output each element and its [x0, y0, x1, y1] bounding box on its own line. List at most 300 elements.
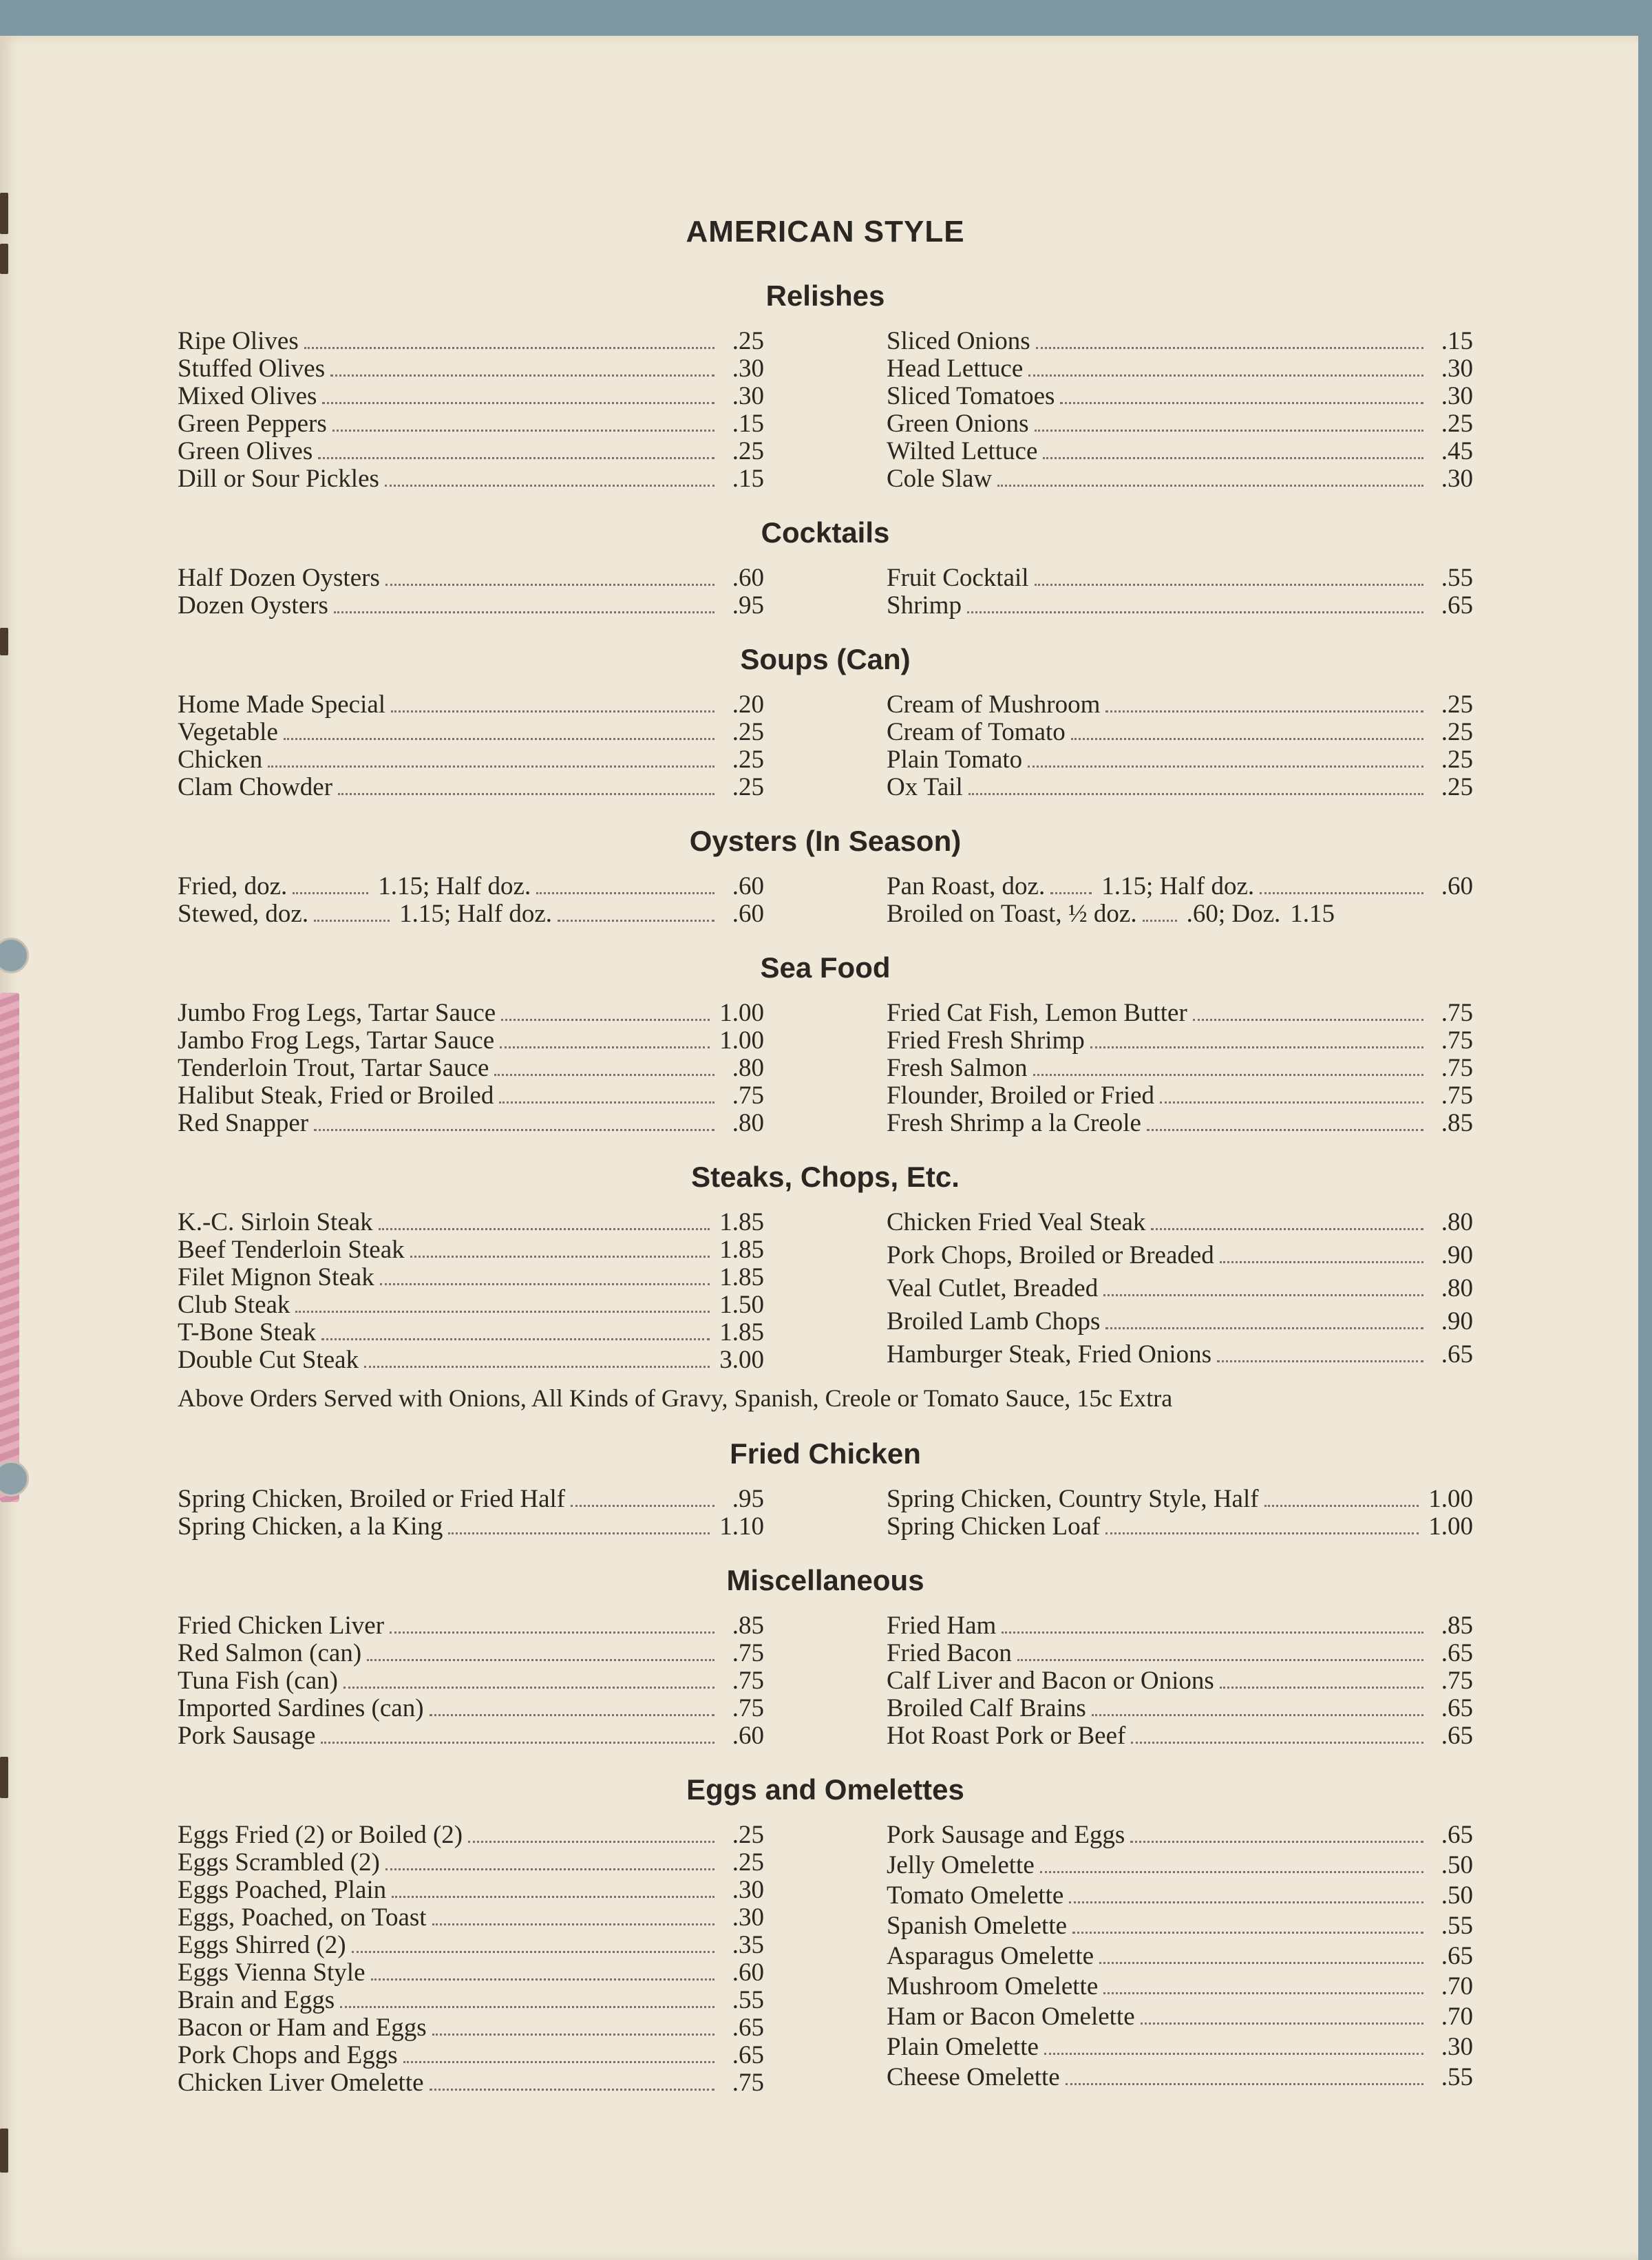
left-column — [178, 328, 764, 493]
menu-item — [887, 355, 1473, 383]
leader-dots — [284, 721, 714, 740]
menu-item — [887, 719, 1473, 746]
menu-content — [178, 172, 1473, 2120]
leader-dots — [432, 2017, 714, 2036]
item-name: Halibut Steak, Fried or Broiled — [178, 1081, 494, 1110]
leader-dots — [1105, 1311, 1423, 1329]
page-title: AMERICAN STYLE — [686, 215, 965, 249]
item-price: .80 — [732, 1109, 764, 1137]
section-cocktails — [178, 516, 1473, 620]
leader-dots — [371, 1962, 714, 1981]
item-name: Pork Sausage and Eggs — [887, 1821, 1125, 1849]
section-title: Cocktails — [761, 516, 890, 549]
item-price: 1.00 — [1428, 1512, 1473, 1541]
item-price: .85 — [732, 1612, 764, 1640]
item-name: K.-C. Sirloin Steak — [178, 1208, 373, 1236]
item-price: .95 — [732, 591, 764, 620]
item-name: Vegetable — [178, 718, 278, 746]
menu-item — [887, 1912, 1473, 1943]
menu-item — [887, 1667, 1473, 1695]
item-price: .75 — [732, 2069, 764, 2097]
menu-item — [178, 2042, 764, 2069]
item-price: .75 — [1441, 999, 1473, 1027]
right-column — [887, 564, 1473, 620]
item-price: .30 — [732, 1903, 764, 1932]
leader-dots — [391, 694, 714, 712]
item-price: .55 — [1441, 564, 1473, 592]
item-price: .25 — [1441, 746, 1473, 774]
item-name: Head Lettuce — [887, 355, 1024, 383]
leader-dots — [1103, 1278, 1423, 1296]
menu-item — [178, 1082, 764, 1110]
item-price: .55 — [1441, 2063, 1473, 2091]
right-column — [887, 1612, 1473, 1750]
item-price: .20 — [732, 690, 764, 719]
item-name: Green Onions — [887, 410, 1029, 438]
item-price: .55 — [1441, 1912, 1473, 1940]
menu-item — [178, 873, 764, 900]
menu-item — [178, 1319, 764, 1347]
leader-dots — [1044, 2036, 1423, 2055]
left-column — [178, 691, 764, 801]
item-name: Imported Sardines (can) — [178, 1694, 424, 1722]
leader-dots — [468, 1824, 714, 1843]
item-name: Mixed Olives — [178, 382, 317, 410]
leader-dots — [340, 1989, 714, 2008]
item-name: Plain Tomato — [887, 746, 1023, 774]
binding-hole — [0, 1461, 29, 1497]
menu-item — [887, 1722, 1473, 1750]
item-price: .65 — [1441, 591, 1473, 620]
item-price: .60 — [732, 1958, 764, 1987]
item-name: Asparagus Omelette — [887, 1942, 1094, 1970]
item-price: .60 — [732, 900, 764, 928]
item-price: .45 — [1441, 437, 1473, 465]
item-name: Pork Chops and Eggs — [178, 2041, 398, 2069]
item-name: Fried Ham — [887, 1612, 997, 1640]
item-name: Tenderloin Trout, Tartar Sauce — [178, 1054, 489, 1082]
binding-mark — [0, 2129, 8, 2173]
item-price: .25 — [1441, 773, 1473, 801]
leader-dots — [268, 749, 714, 768]
leader-dots — [1002, 1615, 1423, 1634]
menu-item — [178, 1959, 764, 1987]
item-name: Eggs, Poached, on Toast — [178, 1903, 427, 1932]
item-name: Filet Mignon Steak — [178, 1263, 374, 1291]
item-price: .25 — [1441, 690, 1473, 719]
section-title: Steaks, Chops, Etc. — [691, 1161, 960, 1193]
item-name: Stuffed Olives — [178, 355, 326, 383]
leader-dots — [1069, 1885, 1423, 1903]
left-column — [178, 564, 764, 620]
item-name: Jumbo Frog Legs, Tartar Sauce — [178, 999, 496, 1027]
leader-dots — [1147, 1112, 1423, 1131]
item-name: Cream of Mushroom — [887, 690, 1101, 719]
menu-item — [178, 1000, 764, 1027]
left-column — [178, 1000, 764, 1137]
item-name: Eggs Scrambled (2) — [178, 1848, 380, 1877]
menu-item — [887, 1640, 1473, 1667]
item-price: .60 — [732, 564, 764, 592]
leader-dots — [410, 1239, 710, 1258]
section-oysters — [178, 825, 1473, 928]
section-fried-chicken — [178, 1437, 1473, 1541]
leader-dots — [343, 1670, 714, 1689]
menu-item — [178, 900, 764, 928]
item-price-detail: 1.15; Half doz. — [378, 872, 531, 900]
menu-item — [887, 746, 1473, 774]
right-column — [887, 1000, 1473, 1137]
item-name: Broiled on Toast, ½ doz. — [887, 900, 1137, 928]
left-column — [178, 1821, 764, 2097]
menu-item — [887, 465, 1473, 493]
item-price-detail: 1.15; Half doz. — [399, 900, 553, 928]
menu-item — [178, 1291, 764, 1319]
section-relishes — [178, 279, 1473, 493]
item-price: .75 — [1441, 1026, 1473, 1055]
menu-item — [178, 1877, 764, 1904]
leader-dots — [1066, 2067, 1423, 2085]
leader-dots — [338, 777, 714, 795]
leader-dots — [997, 468, 1423, 487]
menu-item — [887, 1027, 1473, 1055]
item-name: Broiled Lamb Chops — [887, 1307, 1101, 1335]
binding-mark — [0, 244, 8, 274]
leader-dots — [1035, 413, 1423, 432]
item-price: .75 — [1441, 1081, 1473, 1110]
item-name: Shrimp — [887, 591, 962, 620]
menu-item — [178, 1849, 764, 1877]
item-price: .95 — [732, 1485, 764, 1513]
item-name: Clam Chowder — [178, 773, 333, 801]
item-name: Eggs Poached, Plain — [178, 1876, 387, 1904]
leader-dots — [1105, 694, 1423, 712]
menu-item — [887, 1695, 1473, 1722]
item-price: .25 — [732, 1821, 764, 1849]
item-name: Dill or Sour Pickles — [178, 465, 379, 493]
leader-dots — [314, 903, 390, 922]
item-name: Fried Cat Fish, Lemon Butter — [887, 999, 1187, 1027]
item-price: .80 — [732, 1054, 764, 1082]
item-price: .60 — [732, 1722, 764, 1750]
leader-dots — [1092, 1698, 1423, 1716]
item-price: .25 — [732, 1848, 764, 1877]
section-title: Oysters (In Season) — [689, 825, 962, 857]
item-name: Pork Sausage — [178, 1722, 316, 1750]
menu-item — [178, 774, 764, 801]
item-name: Ham or Bacon Omelette — [887, 2003, 1135, 2031]
item-price: .15 — [1441, 327, 1473, 355]
item-price: .15 — [732, 465, 764, 493]
item-price: .85 — [1441, 1109, 1473, 1137]
item-name: Chicken Liver Omelette — [178, 2069, 424, 2097]
item-price: .25 — [732, 773, 764, 801]
leader-dots — [1028, 358, 1423, 377]
leader-dots — [334, 595, 714, 613]
menu-item — [887, 1821, 1473, 1852]
menu-item — [887, 1973, 1473, 2003]
leader-dots — [367, 1643, 714, 1661]
menu-item — [887, 1852, 1473, 1882]
item-price: .25 — [732, 327, 764, 355]
menu-item — [178, 1821, 764, 1849]
item-name: Fresh Shrimp a la Creole — [887, 1109, 1141, 1137]
section-title: Fried Chicken — [730, 1437, 921, 1470]
item-name: Plain Omelette — [887, 2033, 1039, 2061]
item-name: Chicken — [178, 746, 263, 774]
item-price: .25 — [732, 746, 764, 774]
leader-dots — [494, 1057, 714, 1076]
leader-dots — [1143, 903, 1177, 922]
section-title: Sea Food — [760, 951, 891, 984]
menu-item — [887, 410, 1473, 438]
item-name: Beef Tenderloin Steak — [178, 1236, 405, 1264]
menu-item — [887, 2003, 1473, 2034]
menu-item — [178, 328, 764, 355]
leader-dots — [379, 1212, 710, 1230]
leader-dots — [536, 876, 714, 894]
item-name: Eggs Fried (2) or Boiled (2) — [178, 1821, 463, 1849]
menu-item — [178, 410, 764, 438]
leader-dots — [380, 1267, 710, 1285]
item-name: Ox Tail — [887, 773, 963, 801]
item-name: Club Steak — [178, 1291, 290, 1319]
menu-item — [887, 1612, 1473, 1640]
leader-dots — [1103, 1976, 1423, 1994]
item-name: Veal Cutlet, Breaded — [887, 1274, 1099, 1302]
leader-dots — [322, 386, 714, 404]
menu-item — [178, 1055, 764, 1082]
leader-dots — [1105, 1516, 1419, 1534]
right-column — [887, 1821, 1473, 2097]
leader-dots — [1040, 1855, 1423, 1873]
item-price: 1.00 — [719, 1026, 764, 1055]
item-price: .85 — [1441, 1612, 1473, 1640]
item-name: Flounder, Broiled or Fried — [887, 1081, 1155, 1110]
menu-item — [178, 1513, 764, 1541]
section-title: Soups (Can) — [740, 643, 911, 675]
menu-item — [887, 1882, 1473, 1912]
menu-item — [178, 2014, 764, 2042]
item-name: Sliced Tomatoes — [887, 382, 1055, 410]
item-price: .35 — [732, 1931, 764, 1959]
leader-dots — [390, 1615, 714, 1634]
item-name: Home Made Special — [178, 690, 386, 719]
leader-dots — [1035, 567, 1423, 586]
leader-dots — [1151, 1212, 1423, 1230]
item-name: Chicken Fried Veal Steak — [887, 1208, 1146, 1236]
item-price: 1.15 — [1290, 900, 1335, 928]
menu-item — [178, 1722, 764, 1750]
item-price-detail: 1.15; Half doz. — [1101, 872, 1255, 900]
section-title: Miscellaneous — [726, 1564, 924, 1596]
leader-dots — [385, 567, 714, 586]
item-price: 1.85 — [719, 1236, 764, 1264]
right-column — [887, 1486, 1473, 1541]
item-name: Tuna Fish (can) — [178, 1667, 338, 1695]
leader-dots — [332, 413, 714, 432]
leader-dots — [1060, 386, 1423, 404]
item-name: Green Peppers — [178, 410, 327, 438]
item-price: .65 — [732, 2014, 764, 2042]
leader-dots — [403, 2045, 714, 2063]
leader-dots — [314, 1112, 714, 1131]
menu-item — [178, 1640, 764, 1667]
item-name: Bacon or Ham and Eggs — [178, 2014, 427, 2042]
item-price: .65 — [1441, 1340, 1473, 1369]
item-price: .65 — [1441, 1639, 1473, 1667]
leader-dots — [571, 1488, 714, 1507]
item-name: Pork Chops, Broiled or Breaded — [887, 1241, 1214, 1269]
item-name: Red Salmon (can) — [178, 1639, 362, 1667]
leader-dots — [1131, 1725, 1423, 1744]
item-name: Cheese Omelette — [887, 2063, 1060, 2091]
section-sea-food — [178, 951, 1473, 1137]
item-price: .75 — [732, 1694, 764, 1722]
leader-dots — [430, 1698, 714, 1716]
item-name: Mushroom Omelette — [887, 1972, 1099, 2000]
leader-dots — [392, 1879, 714, 1898]
menu-item — [178, 1027, 764, 1055]
leader-dots — [1141, 2006, 1423, 2025]
menu-item — [887, 900, 1473, 928]
right-column — [887, 873, 1473, 928]
menu-item — [887, 873, 1473, 900]
item-price: .90 — [1441, 1241, 1473, 1269]
item-price: .70 — [1441, 1972, 1473, 2000]
right-column — [887, 328, 1473, 493]
leader-dots — [293, 876, 368, 894]
menu-item — [178, 465, 764, 493]
item-price: .30 — [732, 382, 764, 410]
leader-dots — [1264, 1488, 1419, 1507]
leader-dots — [1099, 1945, 1423, 1964]
item-price: 1.00 — [1428, 1485, 1473, 1513]
leader-dots — [1160, 1085, 1423, 1103]
item-name: Broiled Calf Brains — [887, 1694, 1086, 1722]
item-price: .30 — [1441, 465, 1473, 493]
leader-dots — [318, 441, 714, 459]
leader-dots — [304, 330, 714, 349]
item-price: .25 — [1441, 718, 1473, 746]
binding-mark — [0, 628, 8, 655]
menu-item — [887, 438, 1473, 465]
leader-dots — [364, 1349, 710, 1368]
menu-item — [178, 1667, 764, 1695]
menu-item — [887, 1943, 1473, 1973]
leader-dots — [1220, 1245, 1423, 1263]
item-price: .75 — [732, 1081, 764, 1110]
menu-item — [887, 2064, 1473, 2094]
leader-dots — [430, 2072, 714, 2091]
menu-item — [887, 1082, 1473, 1110]
leader-dots — [1050, 876, 1092, 894]
menu-item — [887, 1341, 1473, 1374]
item-price: .80 — [1441, 1208, 1473, 1236]
item-name: Calf Liver and Bacon or Onions — [887, 1667, 1214, 1695]
leader-dots — [1260, 876, 1423, 894]
menu-item — [887, 328, 1473, 355]
item-price: .25 — [732, 437, 764, 465]
leader-dots — [558, 903, 714, 922]
item-price: .30 — [732, 355, 764, 383]
leader-dots — [1193, 1002, 1423, 1021]
section-eggs-omelettes — [178, 1773, 1473, 2097]
item-name: Spanish Omelette — [887, 1912, 1068, 1940]
item-name: Spring Chicken, a la King — [178, 1512, 443, 1541]
item-name: T-Bone Steak — [178, 1318, 317, 1347]
leader-dots — [1017, 1643, 1423, 1661]
menu-item — [178, 1236, 764, 1264]
item-price: .80 — [1441, 1274, 1473, 1302]
item-name: Hamburger Steak, Fried Onions — [887, 1340, 1212, 1369]
item-name: Green Olives — [178, 437, 313, 465]
menu-item — [887, 1242, 1473, 1275]
item-name: Spring Chicken Loaf — [887, 1512, 1101, 1541]
item-name: Sliced Onions — [887, 327, 1030, 355]
item-price: 3.00 — [719, 1346, 764, 1374]
item-name: Jelly Omelette — [887, 1851, 1035, 1879]
left-column — [178, 873, 764, 928]
item-price: .65 — [1441, 1821, 1473, 1849]
leader-dots — [967, 595, 1423, 613]
leader-dots — [501, 1002, 710, 1021]
item-price: .30 — [1441, 382, 1473, 410]
menu-item — [887, 1209, 1473, 1242]
item-price: .55 — [732, 1986, 764, 2014]
item-name: Dozen Oysters — [178, 591, 328, 620]
menu-item — [178, 746, 764, 774]
menu-item — [178, 1904, 764, 1932]
item-name: Cole Slaw — [887, 465, 993, 493]
menu-item — [178, 1264, 764, 1291]
menu-item — [178, 1486, 764, 1513]
item-price: .65 — [1441, 1722, 1473, 1750]
item-price: .70 — [1441, 2003, 1473, 2031]
left-column — [178, 1486, 764, 1541]
item-price-detail: .60; Doz. — [1186, 900, 1281, 928]
item-price: .65 — [1441, 1694, 1473, 1722]
menu-item — [887, 1110, 1473, 1137]
leader-dots — [1220, 1670, 1423, 1689]
binding-mark — [0, 1757, 8, 1798]
menu-item — [887, 691, 1473, 719]
menu-item — [178, 438, 764, 465]
item-price: .25 — [1441, 410, 1473, 438]
leader-dots — [1090, 1030, 1423, 1048]
item-name: Fried Fresh Shrimp — [887, 1026, 1085, 1055]
menu-item — [178, 355, 764, 383]
item-price: .65 — [732, 2041, 764, 2069]
item-name: Hot Roast Pork or Beef — [887, 1722, 1126, 1750]
item-price: .25 — [732, 718, 764, 746]
item-price: .60 — [1441, 872, 1473, 900]
item-name: Half Dozen Oysters — [178, 564, 380, 592]
binding-hole — [0, 938, 29, 973]
item-name: Double Cut Steak — [178, 1346, 359, 1374]
menu-item — [178, 383, 764, 410]
item-price: 1.85 — [719, 1263, 764, 1291]
item-price: .75 — [1441, 1667, 1473, 1695]
menu-item — [178, 564, 764, 592]
item-name: Tomato Omelette — [887, 1881, 1064, 1910]
right-column — [887, 1209, 1473, 1374]
leader-dots — [295, 1294, 710, 1313]
leader-dots — [499, 1085, 714, 1103]
item-price: 1.00 — [719, 999, 764, 1027]
item-price: .90 — [1441, 1307, 1473, 1335]
item-name: Ripe Olives — [178, 327, 299, 355]
